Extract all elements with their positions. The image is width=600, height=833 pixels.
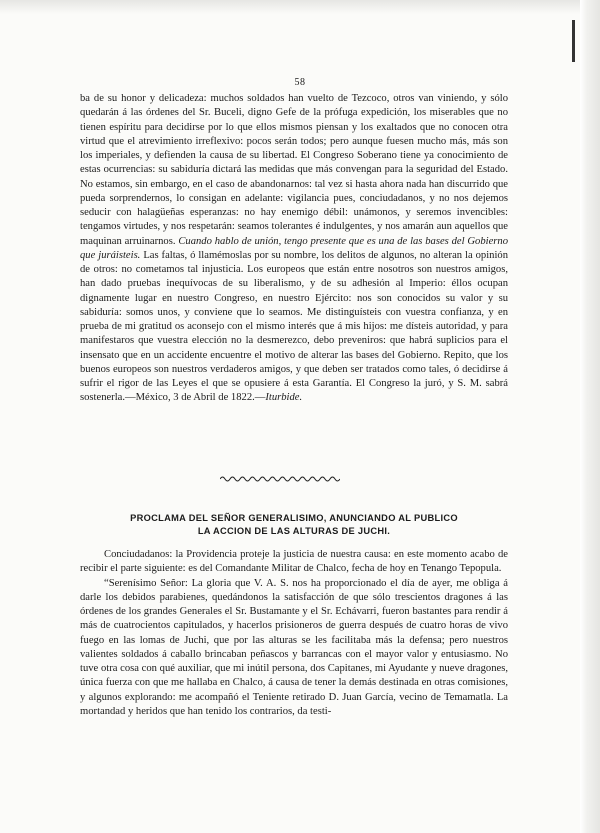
- scan-right-edge: [580, 0, 600, 833]
- paragraph: “Serenísimo Señor: La gloria que V. A. S. nos ha proporcionado el día de ayer, me obliga á darle los debidos parabienes, quedándonos la satisfacción de que sólo trescientos dragones á las órdenes de los grandes Generales el Sr. Bustamante y el Sr. Echávarri, fueron bastantes para rendir á más de cuatrocientos capitulados, y hacerlos prisioneros de guerra después de cuatro horas de vivo fuego en las lomas de Juchi, que por las alturas se les facilitaba más la defensa; pero nuestros valientes soldados á caballo brincaban peñascos y barrancas con el mayor valor y entusiasmo. No tuve otra cosa con qué auxiliar, que mi inútil persona, dos Capitanes, mi Ayudante y nueve dragones, única fuerza con que me hallaba en Chalco, á causa de tener la demás destinada en otras comisiones, y algunos explorando: me acompañó el Teniente retirado D. Juan García, vecino de Temamatla. La mortandad y heridos que han tenido los contrarios, da testi-: [80, 577, 508, 717]
- scan-edge-mark: [572, 20, 575, 62]
- paragraph-text: ba de su honor y delicadeza: muchos soldados han vuelto de Tezcoco, otros van viniendo, y sólo quedarán á las órdenes del Sr. Buceli, digno Gefe de la prófuga expedición, los miserables que no tienen espíritu para decidirse por lo que ellos mismos piensan y los exaltados que no conocen otra virtud que el atrevimiento irreflexivo: pocos serán todos; pero aunque fuesen mucho más, más son los imperiales, y defienden la causa de su libertad. El Congreso Soberano tiene ya conocimiento de estas ocurrencias: su sabiduría dictará las medidas que más convengan para la seguridad del Estado. No estamos, sin embargo, en el caso de abandonarnos: tal vez si hasta ahora nada han discurrido que pueda sorprendernos, lo consigan en adelante: vigilancia pues, conciudadanos, y no nos dejemos seducir con halagüeñas esperanzas: no hay enemigo débil: unámonos, y seremos invencibles: tengamos virtudes, y nos respetarán: seamos tolerantes é indulgentes, y nos amarán aun aquellos que maquinan arruinarnos.: [80, 93, 508, 247]
- section-title-line1: PROCLAMA DEL SEÑOR GENERALISIMO, ANUNCIANDO AL PUBLICO: [130, 513, 458, 523]
- section-title-line2: LA ACCION DE LAS ALTURAS DE JUCHI.: [197, 526, 391, 536]
- page-number: 58: [294, 77, 306, 88]
- signature: Iturbide.: [265, 392, 303, 404]
- text-block-top: [80, 92, 508, 406]
- scan-top-shadow: [0, 0, 600, 14]
- text-block-bottom: [80, 548, 508, 719]
- italic-phrase: Cuando hablo de unión, tengo presente que es una de las bases del Gobierno que juráisteis.: [80, 235, 508, 261]
- paragraph: Conciudadanos: la Providencia proteje la justicia de nuestra causa: en este momento acabo de recibir el parte siguiente: es del Comandante Militar de Chalco, fecha de hoy en Tenango Tepopula.: [80, 549, 508, 575]
- paragraph-text: Las faltas, ó llamémoslas por su nombre, los delitos de algunos, no alteran la opinión de otros: no cometamos tal injusticia. Los europeos que están entre nosotros son nuestros amigos, han dado pruebas inequívocas de su liberalismo, y de su adhesión al Imperio: éllos ocupan dignamente lugar en nuestro Congreso, en nuestro Ejército: nos son conocidos su valor y su sabiduría: somos unos, y conviene que lo seamos. Me distinguísteis con vuestra confianza, y en prueba de mi gratitud os aconsejo con el mismo interés que á mis hijos: me dísteis autoridad, y para manifestaros que vuestra elección no la desmerezco, debo preveniros: que habrá suplicios para el insensato que en un accidente encuentre el motivo de alterar las bases del Gobierno. Repito, que los buenos europeos son nuestros verdaderos amigos, y que deben ser tratados como tales, ó decidirse á sufrir el rigor de las Leyes el que se opusiere á esta Garantía. El Congreso la juró, y S. M. sabrá sostenerla.—México, 3 de Abril de 1822.—: [80, 249, 509, 404]
- section-divider: [220, 474, 340, 484]
- paragraph-continuation: [80, 92, 508, 406]
- section-title: [80, 512, 508, 538]
